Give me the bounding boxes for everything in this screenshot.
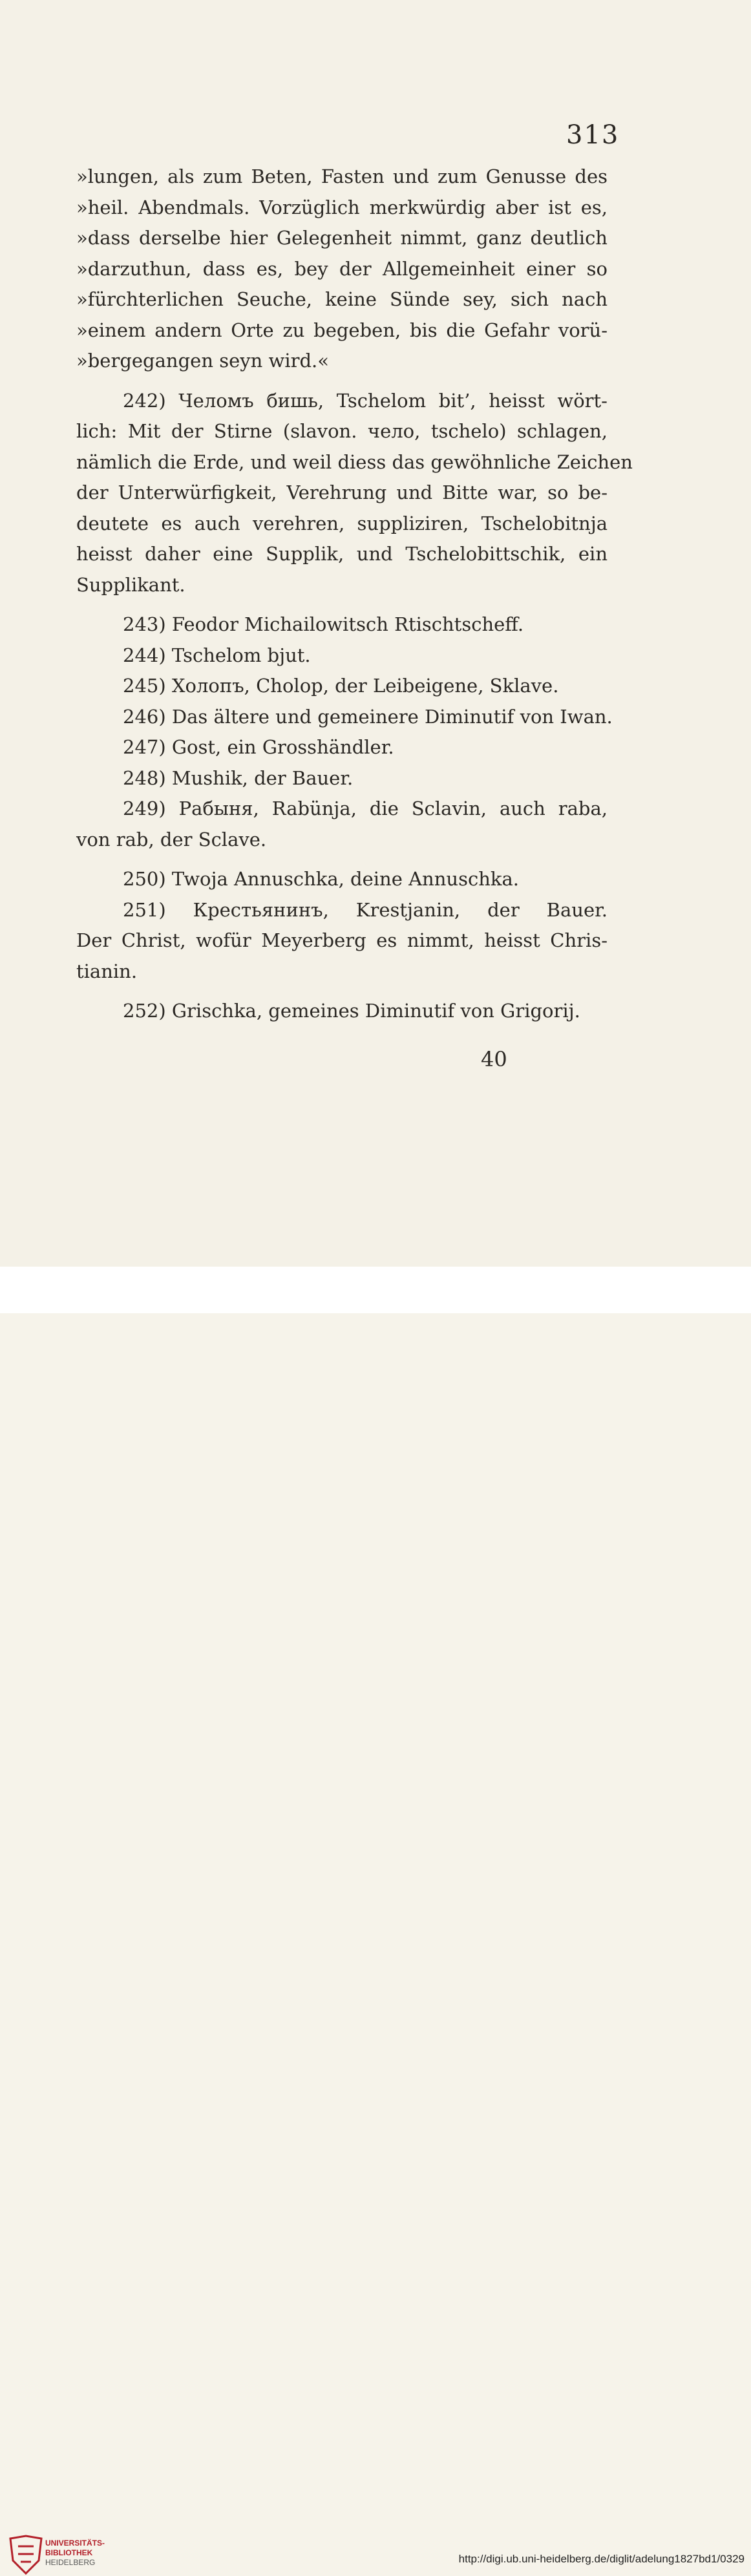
text-line: deutete es auch verehren, suppliziren, Tschelobitnja [76,512,608,534]
text-line: tianin. [76,960,138,982]
signature-mark: 40 [481,1047,507,1072]
text-line: nämlich die Erde, und weil diess das gewöhnliche Zeichen [76,450,633,473]
text-line: 248) Mushik, der Bauer. [123,766,354,789]
text-line: 251) Крестьянинъ, Krestjanin, der Bauer. [123,898,608,921]
text-line: »dass derselbe hier Gelegenheit nimmt, ganz deutlich [76,227,608,249]
paragraph-gap [76,377,608,386]
text-line: 249) Рабыня, Rabünja, die Sclavin, auch raba, [123,797,608,819]
paragraph-gap [76,987,608,996]
text-line: 242) Челомъ бишь, Tschelom bit’, heisst wört- [123,389,608,412]
text-line: Supplikant. [76,573,185,596]
text-line: »heil. Abendmals. Vorzüglich merkwürdig aber ist es, [76,196,608,218]
text-line: 244) Tschelom bjut. [123,644,311,666]
text-line: der Unterwürfigkeit, Verehrung und Bitte war, so be- [76,481,608,503]
text-line: lich: Mit der Stirne (slavon. чело, tschelo) schlagen, [76,420,608,442]
university-seal-icon [6,2535,45,2576]
text-line: »lungen, als zum Beten, Fasten und zum Genusse des [76,165,608,187]
book-page [0,0,751,1267]
text-line: 247) Gost, ein Grosshändler. [123,736,394,758]
text-line: 252) Grischka, gemeines Diminutif von Grigorij. [123,1000,580,1022]
library-name: UNIVERSITÄTS- BIBLIOTHEK HEIDELBERG [45,2539,105,2567]
text-line: 245) Холопъ, Cholop, der Leibeigene, Sklave. [123,675,559,697]
text-line: »darzuthun, dass es, bey der Allgemeinheit einer so [76,257,608,280]
text-line: heisst daher eine Supplik, und Tschelobittschik, ein [76,543,608,565]
page-text [76,162,633,1027]
text-line: »fürchterlichen Seuche, keine Sünde sey, sich nach [76,288,608,310]
text-line: 246) Das ältere und gemeinere Diminutif von Iwan. [123,705,613,728]
text-line: »einem andern Orte zu begeben, bis die Gefahr vorü- [76,319,608,341]
footer-bar [0,1267,751,2567]
page-number: 313 [566,120,620,150]
text-line: »bergegangen seyn wird.« [76,350,330,372]
paragraph-gap [76,600,608,609]
text-line: 243) Feodor Michailowitsch Rtischtscheff. [123,613,524,635]
text-line: 250) Twoja Annuschka, deine Annuschka. [123,868,519,890]
text-line: Der Christ, wofür Meyerberg es nimmt, heisst Chris- [76,929,608,951]
text-line: von rab, der Sclave. [76,828,267,850]
source-url-link[interactable]: http://digi.ub.uni-heidelberg.de/diglit/adelung1827bd1/0329 [458,2553,745,2565]
paragraph-gap [76,855,608,864]
